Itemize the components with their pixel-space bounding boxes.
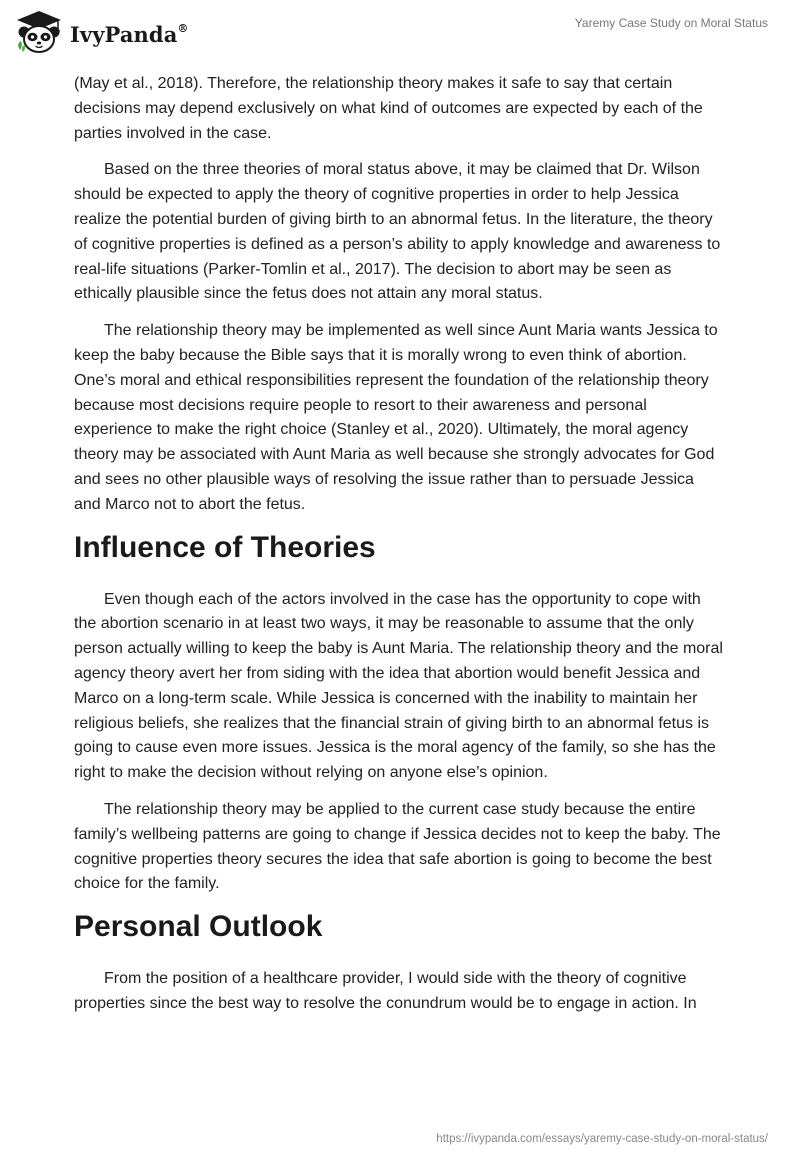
document-title: Yaremy Case Study on Moral Status: [574, 16, 768, 30]
paragraph: Even though each of the actors involved in the case has the opportunity to cope with the abortion scenario in at least two ways, it may be reasonable to assume that the only person actually willing to keep the baby is Aunt Maria. The relationship theory and the moral agency theory avert her from siding with the idea that abortion would benefit Jessica and Marco on a long-term scale. While Jessica is concerned with the inability to maintain her religious beliefs, she realizes that the financial strain of giving birth to an abnormal fetus is going to cause even more issues. Jessica is the moral agency of the family, so she has the right to make the decision without relying on anyone else’s opinion.: [74, 590, 723, 782]
registered-mark: ®: [177, 21, 189, 35]
paragraph-continuation: (May et al., 2018). Therefore, the relationship theory makes it safe to say that certain decisions may depend exclusively on what kind of outcomes are expected by each of the parties involved in the case.: [74, 75, 703, 142]
page-header: [0, 0, 800, 70]
footer-url-link[interactable]: https://ivypanda.com/essays/yaremy-case-study-on-moral-status/: [436, 1133, 768, 1145]
paragraph: Based on the three theories of moral status above, it may be claimed that Dr. Wilson should be expected to apply the theory of cognitive properties in order to help Jessica realize the potential burden of giving birth to an abnormal fetus. In the literature, the theory of cognitive properties is defined as a person’s ability to apply knowledge and awareness to real-life situations (Parker-Tomlin et al., 2017). The decision to abort may be seen as ethically plausible since the fetus does not attain any moral status.: [74, 161, 721, 303]
paragraph: The relationship theory may be implemented as well since Aunt Maria wants Jessica to keep the baby because the Bible says that it is morally wrong to even think of abortion. One’s moral and ethical responsibilities represent the foundation of the relationship theory because most decisions require people to resort to their awareness and personal experience to make the right choice (Stanley et al., 2020). Ultimately, the moral agency theory may be associated with Aunt Maria as well because she strongly advocates for God and sees no other plausible ways of resolving the issue rather than to persuade Jessica and Marco not to abort the fetus.: [74, 322, 718, 513]
brand-name: [70, 22, 189, 47]
panda-graduate-icon: [14, 10, 64, 54]
paragraph: From the position of a healthcare provider, I would side with the theory of cognitive properties since the best way to resolve the conundrum would be to engage in action. In: [74, 970, 697, 1012]
section-heading-influence: Influence of Theories: [74, 530, 376, 564]
essay-body: [74, 72, 724, 1029]
ivypanda-logo[interactable]: [14, 10, 189, 54]
section-heading-outlook: Personal Outlook: [74, 910, 323, 944]
paragraph: The relationship theory may be applied to the current case study because the entire family’s wellbeing patterns are going to change if Jessica decides not to keep the baby. The cognitive properties theory secures the idea that safe abortion is going to become the best choice for the family.: [74, 800, 721, 893]
brand-text: IvyPanda: [70, 21, 178, 47]
